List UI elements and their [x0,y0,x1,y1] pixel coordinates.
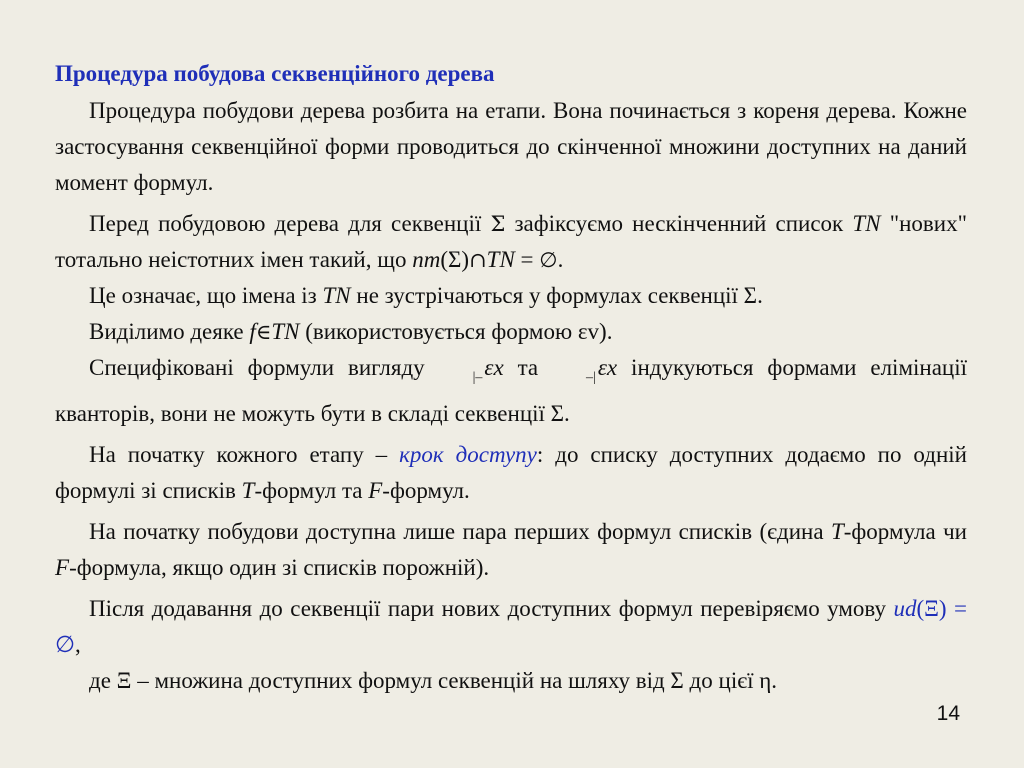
condition-expression: (Ξ) = ∅ [55,596,967,657]
sigma-symbol: Σ [490,212,506,236]
element-of-symbol: ∈ [255,320,272,344]
tn-symbol: TN [852,211,881,236]
text: На початку побудови доступна лише пара перших формул списків (єдина [89,519,831,544]
text: , [75,632,81,657]
paragraph-access-step [55,437,967,509]
f-symbol: f [249,319,256,344]
paragraph-tn-list [55,206,967,278]
text: "нових" тотально неістотних імен такий, що [55,211,967,272]
nm-symbol: nm [412,247,441,272]
paragraph-stages: Процедура побудови дерева розбита на етапи. Вона починається з кореня дерева. Кожне застосування секвенційної форми проводиться до скінченної множини доступних на даний момент формул. [55,98,967,195]
tn-symbol: TN [486,247,515,272]
text: -формул. [382,478,470,503]
text: не зустрічаються у формулах секвенції Σ. [350,283,763,308]
paragraph-specified-formulas [55,350,967,432]
text: (використовується формою εv). [299,319,613,344]
paragraph-names-meaning [55,278,967,314]
slide-title: Процедура побудова секвенційного дерева [55,61,495,86]
text: : до списку доступних додаємо по одній формулі зі списків [55,442,967,503]
t-symbol: T [241,478,255,503]
text: та [503,355,553,380]
text: (Σ) [440,247,470,272]
text: Виділимо деяке [89,319,250,344]
text: . [557,247,564,272]
text: індукуються формами елімінації кванторів, вони не можуть бути в складі секвенції Σ. [55,355,967,426]
intersection-symbol: ∩ [469,248,487,272]
turnstile-right-icon: –| [586,370,596,385]
paragraph-check-condition [55,591,967,663]
access-step-term: крок доступу [399,442,537,467]
turnstile-left-icon: |– [472,370,483,385]
text: На початку кожного етапу – [89,442,400,467]
paragraph-xi-definition: де Ξ – множина доступних формул секвенцій на шляху від Σ до цієї η. [89,668,778,693]
text: = [514,247,540,272]
text: зафіксуємо нескінченний список [505,211,853,236]
empty-set-symbol: ∅ [539,248,558,272]
text: Специфіковані формули вигляду [89,355,439,380]
text: -формула, якщо один зі списків порожній). [69,555,490,580]
formula-ex: εx [484,355,504,380]
paragraph-select-f [55,314,967,350]
tn-symbol: TN [271,319,300,344]
page-number: 14 [936,702,960,725]
paragraph-initial-pair [55,514,967,586]
f-symbol: F [368,478,383,503]
text: Це означає, що імена із [89,283,323,308]
formula-ex: εx [597,355,618,380]
text: Перед побудовою дерева для секвенції [89,211,491,236]
slide-content [55,58,967,699]
t-symbol: T [830,519,844,544]
text: Після додавання до секвенції пари нових доступних формул перевіряємо умову [89,596,894,621]
tn-symbol: TN [322,283,351,308]
text: -формула чи [843,519,967,544]
ud-symbol: ud [893,596,917,621]
f-symbol: F [55,555,70,580]
text: -формул та [254,478,369,503]
